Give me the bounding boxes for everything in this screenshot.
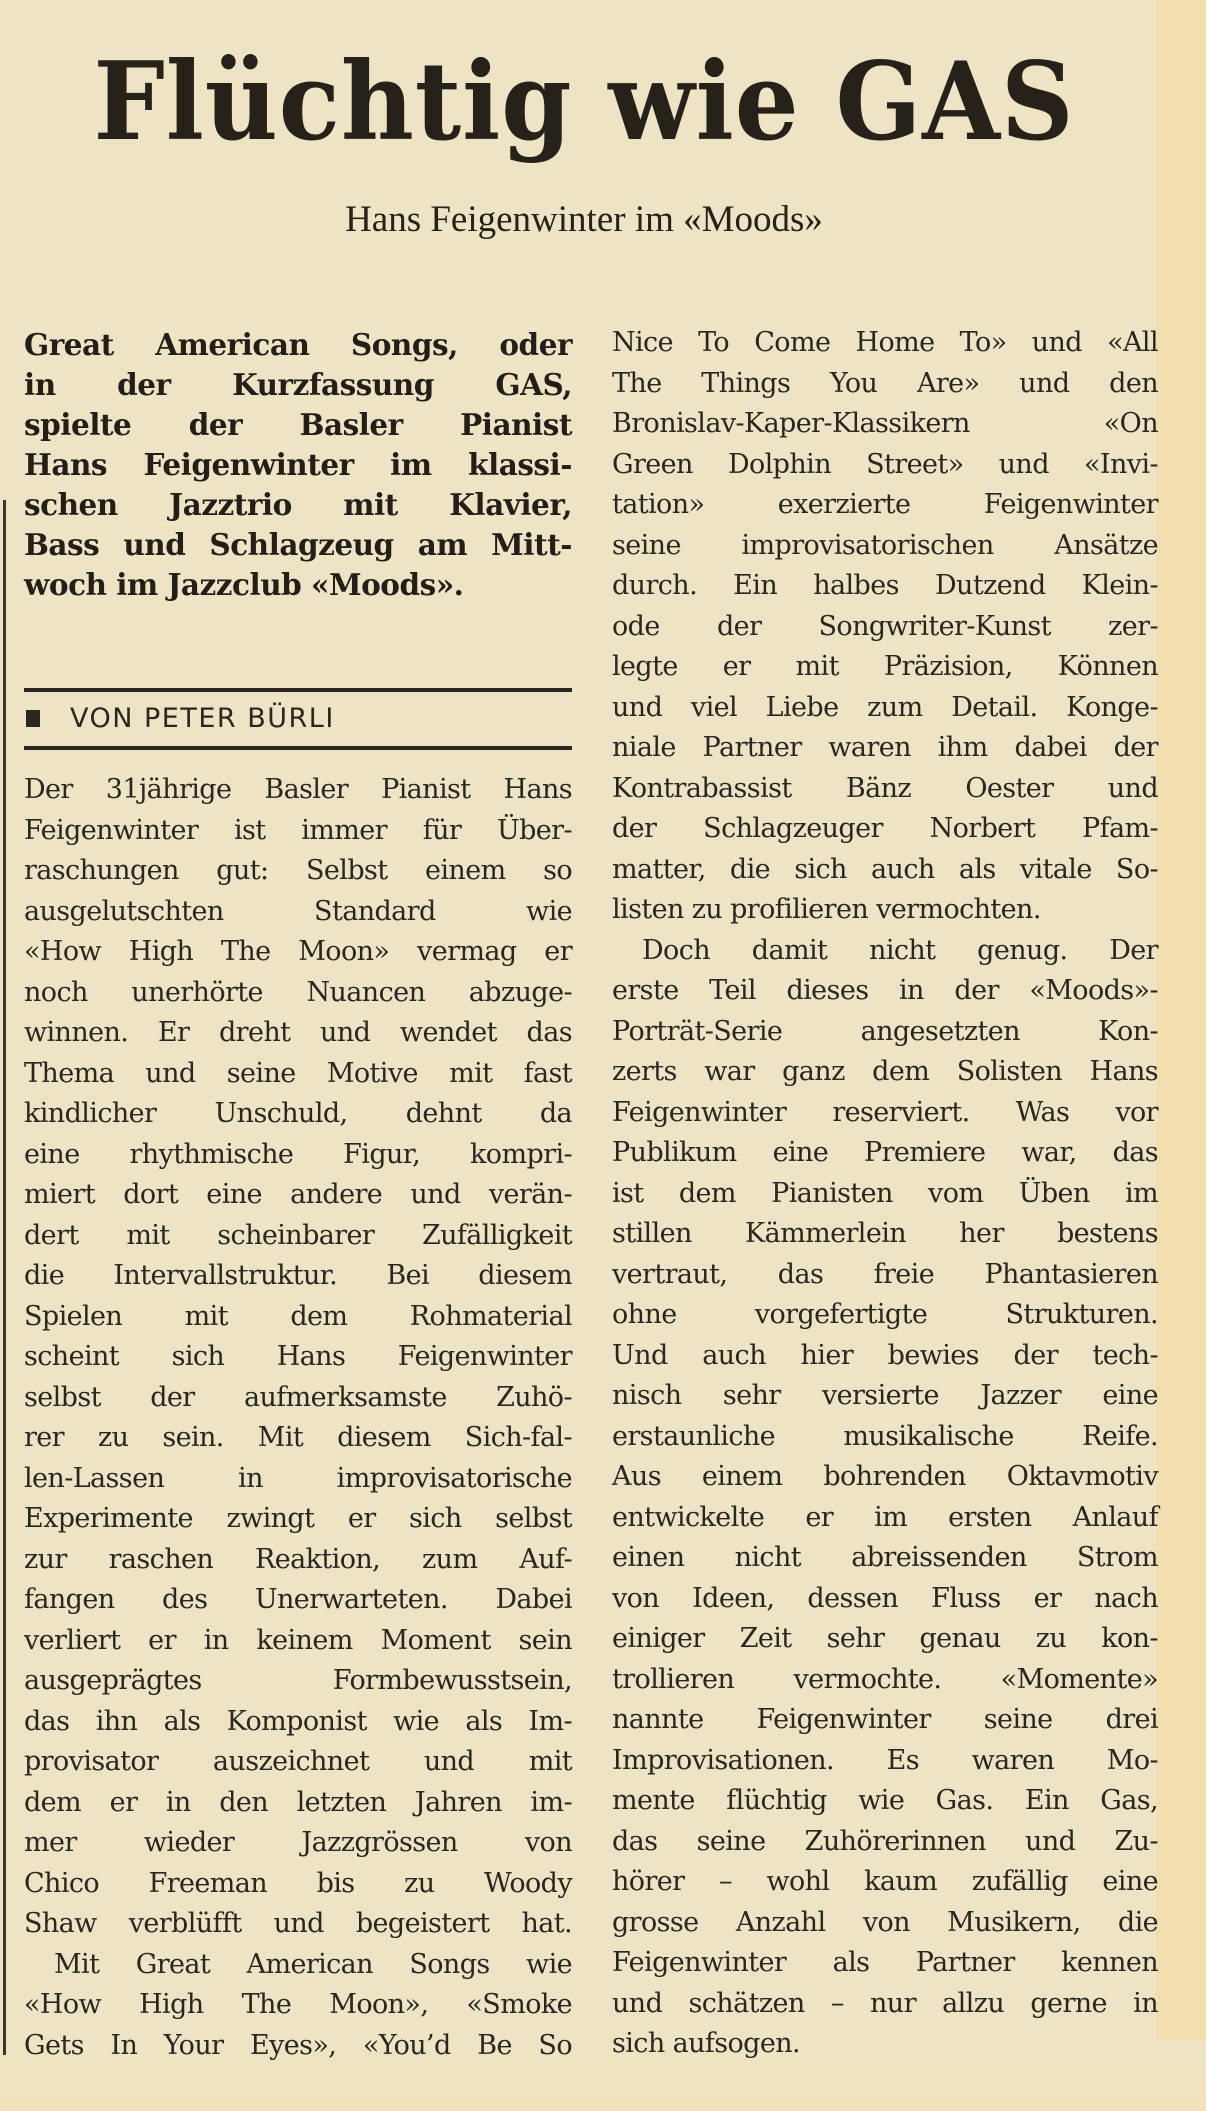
body-line: provisator auszeichnet und mit	[24, 1746, 572, 1777]
body-line: kindlicher Unschuld, dehnt da	[24, 1098, 572, 1129]
body-line: zur raschen Reaktion, zum Auf-	[24, 1543, 572, 1575]
body-line: Spielen mit dem Rohmaterial	[24, 1300, 572, 1332]
body-line: Aus einem bohrenden Oktavmotiv	[612, 1461, 1158, 1492]
body-line: nisch sehr versierte Jazzer eine	[612, 1380, 1158, 1411]
body-line: dert mit scheinbarer Zufälligkeit	[24, 1219, 572, 1251]
body-line: das seine Zuhörerinnen und Zu-	[612, 1825, 1158, 1857]
body-line: Der 31jährige Basler Pianist Hans	[24, 774, 572, 805]
body-line: fangen des Unerwarteten. Dabei	[24, 1584, 572, 1615]
body-line: Shaw verblüfft und begeistert hat.	[24, 1908, 572, 1939]
body-line: hörer – wohl kaum zufällig eine	[612, 1866, 1158, 1897]
body-line: entwickelte er im ersten Anlauf	[612, 1501, 1158, 1533]
body-line: der Schlagzeuger Norbert Pfam-	[612, 813, 1158, 844]
body-line: einen nicht abreissenden Strom	[612, 1542, 1158, 1573]
article-column-right	[612, 323, 1158, 2065]
body-line: Gets In Your Eyes», «You’d Be So	[24, 2029, 572, 2061]
byline	[24, 688, 572, 750]
body-line: mer wieder Jazzgrössen von	[24, 1827, 572, 1858]
body-line: raschungen gut: Selbst einem so	[24, 855, 572, 886]
body-line: und schätzen – nur allzu gerne in	[612, 1987, 1158, 2019]
body-line: erste Teil dieses in der «Moods»-	[612, 975, 1158, 1006]
body-line: vertraut, das freie Phantasieren	[612, 1258, 1158, 1290]
body-line: Feigenwinter reserviert. Was vor	[612, 1096, 1158, 1128]
body-line: ohne vorgefertigte Strukturen.	[612, 1299, 1158, 1330]
lead-line: in der Kurzfassung GAS,	[24, 367, 572, 402]
body-line: miert dort eine andere und verän-	[24, 1179, 572, 1210]
body-line: tation» exerzierte Feigenwinter	[612, 489, 1158, 520]
body-line: erstaunliche musikalische Reife.	[612, 1420, 1158, 1452]
body-line: verliert er in keinem Moment sein	[24, 1624, 572, 1656]
body-line: das ihn als Komponist wie als Im-	[24, 1705, 572, 1737]
body-line: Publikum eine Premiere war, das	[612, 1137, 1158, 1168]
body-line: Kontrabassist Bänz Oester und	[612, 772, 1158, 804]
subheadline: Hans Feigenwinter im «Moods»	[345, 199, 823, 240]
byline-author: VON PETER BÜRLI	[70, 703, 335, 734]
body-line: einiger Zeit sehr genau zu kon-	[612, 1623, 1158, 1654]
body-line: ode der Songwriter-Kunst zer-	[612, 610, 1158, 642]
body-line: rer zu sein. Mit diesem Sich-fal-	[24, 1422, 572, 1453]
body-line: The Things You Are» und den	[612, 367, 1158, 399]
body-line: len-Lassen in improvisatorische	[24, 1462, 572, 1494]
body-line: von Ideen, dessen Fluss er nach	[612, 1582, 1158, 1614]
body-line: niale Partner waren ihm dabei der	[612, 732, 1158, 763]
article-column-left	[24, 770, 572, 2066]
body-line: legte er mit Präzision, Können	[612, 651, 1158, 682]
headline: Flüchtig wie GAS	[93, 39, 1075, 165]
body-line: dem er in den letzten Jahren im-	[24, 1786, 572, 1818]
body-line: zerts war ganz dem Solisten Hans	[612, 1056, 1158, 1087]
lead-line: spielte der Basler Pianist	[24, 407, 572, 442]
body-line: selbst der aufmerksamste Zuhö-	[24, 1381, 572, 1413]
body-line: Feigenwinter ist immer für Über-	[24, 814, 572, 846]
lead-line: schen Jazztrio mit Klavier,	[24, 487, 572, 522]
lead-line: Great American Songs, oder	[24, 327, 572, 362]
body-line: ausgelutschten Standard wie	[24, 895, 572, 927]
body-line: Thema und seine Motive mit fast	[24, 1057, 572, 1089]
body-line: seine improvisatorischen Ansätze	[612, 529, 1158, 561]
body-line: Mit Great American Songs wie	[54, 1948, 572, 1980]
body-line: «How High The Moon», «Smoke	[24, 1989, 572, 2020]
body-line: scheint sich Hans Feigenwinter	[24, 1341, 572, 1372]
body-line: die Intervallstruktur. Bei diesem	[24, 1260, 572, 1291]
body-line: ausgeprägtes Formbewusstsein,	[24, 1665, 572, 1696]
body-line: stillen Kämmerlein her bestens	[612, 1218, 1158, 1249]
body-line: Nice To Come Home To» und «All	[612, 327, 1158, 358]
body-line: mente flüchtig wie Gas. Ein Gas,	[612, 1785, 1158, 1816]
body-line: ist dem Pianisten vom Üben im	[612, 1177, 1158, 1209]
body-line: listen zu profilieren vermochten.	[612, 894, 1041, 925]
lead-paragraph	[24, 325, 572, 605]
lead-line: woch im Jazzclub «Moods».	[24, 567, 464, 602]
body-line: und viel Liebe zum Detail. Konge-	[612, 691, 1158, 723]
square-bullet-icon	[26, 710, 40, 727]
body-line: Green Dolphin Street» und «Invi-	[612, 448, 1158, 480]
body-line: matter, die sich auch als vitale So-	[612, 853, 1158, 885]
body-line: Und auch hier bewies der tech-	[612, 1339, 1158, 1371]
lead-line: Hans Feigenwinter im klassi-	[24, 447, 572, 482]
body-line: Feigenwinter als Partner kennen	[612, 1947, 1158, 1978]
body-line: durch. Ein halbes Dutzend Klein-	[612, 570, 1158, 601]
body-line: trollieren vermochte. «Momente»	[612, 1663, 1158, 1695]
body-line: Improvisationen. Es waren Mo-	[612, 1744, 1158, 1776]
lead-line: Bass und Schlagzeug am Mitt-	[24, 527, 572, 562]
body-line: Doch damit nicht genug. Der	[642, 934, 1158, 966]
column-rule	[3, 500, 6, 2055]
body-line: noch unerhörte Nuancen abzuge-	[24, 976, 572, 1008]
body-line: winnen. Er dreht und wendet das	[24, 1017, 572, 1048]
body-line: Experimente zwingt er sich selbst	[24, 1503, 572, 1534]
body-line: sich aufsogen.	[612, 2028, 801, 2059]
body-line: grosse Anzahl von Musikern, die	[612, 1906, 1158, 1938]
body-line: eine rhythmische Figur, kompri-	[24, 1138, 572, 1170]
paper-edge	[1156, 0, 1206, 2111]
body-line: «How High The Moon» vermag er	[24, 936, 572, 967]
body-line: Porträt-Serie angesetzten Kon-	[612, 1015, 1158, 1047]
body-line: Bronislav-Kaper-Klassikern «On	[612, 408, 1158, 439]
body-line: Chico Freeman bis zu Woody	[24, 1867, 572, 1899]
body-line: nannte Feigenwinter seine drei	[612, 1704, 1158, 1735]
